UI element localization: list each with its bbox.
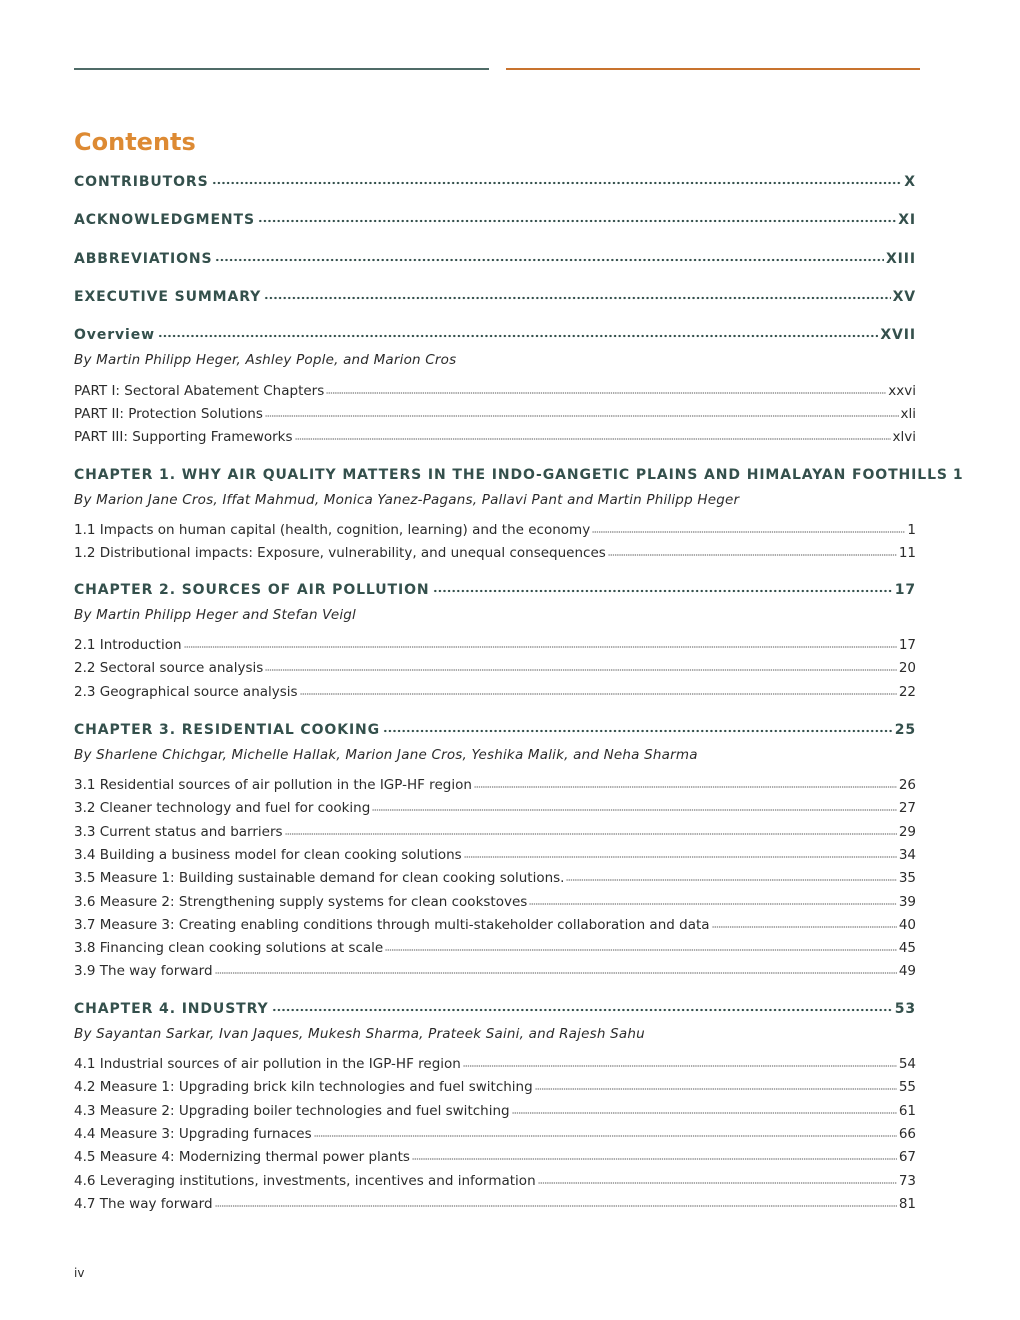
dot-leader [538, 1173, 897, 1184]
dot-leader [474, 777, 897, 788]
dot-leader [285, 824, 897, 835]
toc-entry-label: 4.5 Measure 4: Modernizing thermal power plants [74, 1149, 410, 1166]
toc-front-entry[interactable] [74, 251, 916, 267]
toc-entry-page: 34 [898, 846, 916, 863]
toc-entry-page: 29 [898, 823, 916, 840]
toc-entry-page: 27 [898, 800, 916, 817]
toc-entry-label: 3.4 Building a business model for clean cooking solutions [74, 846, 462, 863]
toc-entry-label: 2.2 Sectoral source analysis [74, 660, 264, 677]
toc-entry-label: 3.6 Measure 2: Strengthening supply systems for clean cookstoves [74, 893, 528, 910]
page-title: Contents [74, 128, 196, 156]
toc-entry-page: 26 [898, 777, 916, 793]
toc-entry-label: PART III: Supporting Frameworks [74, 429, 293, 446]
toc-entry-label: Overview [74, 327, 155, 343]
dot-leader [608, 545, 897, 556]
header-rule-left [74, 68, 489, 70]
toc-entry-page: 25 [894, 722, 916, 738]
toc-entry-page: 17 [894, 582, 916, 598]
dot-leader [512, 1103, 897, 1114]
toc-entry-label: CHAPTER 3. RESIDENTIAL COOKING [74, 722, 381, 738]
toc-front-entry[interactable] [74, 289, 916, 305]
toc-entry-label: 4.2 Measure 1: Upgrading brick kiln technologies and fuel switching [74, 1079, 533, 1096]
toc-chapter-entry[interactable] [74, 722, 916, 738]
toc-entry-page: xxvi [888, 383, 916, 399]
dot-leader [326, 383, 886, 394]
dot-leader [295, 429, 891, 440]
toc-section-entry[interactable] [74, 777, 916, 793]
toc-section-entry[interactable] [74, 847, 916, 863]
toc-section-entry[interactable] [74, 1173, 916, 1189]
toc-entry-label: 2.1 Introduction [74, 637, 182, 653]
dot-leader [385, 940, 897, 951]
toc-entry-label: 4.4 Measure 3: Upgrading furnaces [74, 1125, 312, 1142]
toc-entry-page: 67 [898, 1149, 916, 1166]
toc-entry-page: 1 [907, 522, 916, 538]
toc-section-entry[interactable] [74, 1079, 916, 1095]
toc-entry-page: 1 [952, 467, 964, 483]
toc-entry-label: PART II: Protection Solutions [74, 406, 263, 423]
dot-leader [412, 1149, 897, 1160]
toc-overview-entry[interactable] [74, 327, 916, 343]
dot-leader [158, 327, 878, 338]
toc-entry-label: 2.3 Geographical source analysis [74, 683, 298, 700]
toc-entry-label: PART I: Sectoral Abatement Chapters [74, 383, 325, 399]
toc-chapter-entry[interactable] [74, 1001, 916, 1017]
toc-front-entry[interactable] [74, 174, 916, 190]
toc-section-entry[interactable] [74, 522, 916, 538]
toc-entry-page: 40 [898, 916, 916, 933]
dot-leader [464, 847, 897, 858]
toc-entry-page: 73 [898, 1172, 916, 1189]
toc-part-entry[interactable] [74, 429, 916, 445]
toc-part-entry[interactable] [74, 383, 916, 399]
toc-section-entry[interactable] [74, 1103, 916, 1119]
dot-leader [712, 917, 897, 928]
page-number: iv [74, 1266, 85, 1280]
toc-entry-label: 4.7 The way forward [74, 1195, 213, 1212]
toc-entry-page: XIII [885, 251, 916, 267]
dot-leader [264, 289, 890, 300]
dot-leader [314, 1126, 897, 1137]
toc-entry-label: EXECUTIVE SUMMARY [74, 289, 262, 305]
dot-leader [433, 582, 893, 593]
toc-entry-page: 39 [898, 893, 916, 910]
dot-leader [215, 1196, 897, 1207]
toc-entry-label: ABBREVIATIONS [74, 251, 213, 267]
toc-front-entry[interactable] [74, 212, 916, 228]
toc-section-entry[interactable] [74, 800, 916, 816]
toc-section-entry[interactable] [74, 1126, 916, 1142]
toc-entry-page: 45 [898, 940, 916, 957]
toc-entry-page: 20 [898, 660, 916, 677]
toc-entry-label: ACKNOWLEDGMENTS [74, 212, 255, 228]
toc-entry-label: 1.2 Distributional impacts: Exposure, vulnerability, and unequal consequences [74, 545, 606, 562]
toc-entry-page: 17 [898, 637, 916, 653]
toc-entry-label: 3.2 Cleaner technology and fuel for cooking [74, 800, 371, 817]
toc-section-entry[interactable] [74, 963, 916, 979]
toc-entry-label: 3.5 Measure 1: Building sustainable demand for clean cooking solutions. [74, 870, 565, 887]
author-byline: By Sharlene Chichgar, Michelle Hallak, Marion Jane Cros, Yeshika Malik, and Neha Sharma [74, 747, 698, 763]
dot-leader [265, 406, 899, 417]
toc-chapter-entry[interactable] [74, 467, 964, 483]
toc-entry-page: xlvi [892, 429, 916, 446]
toc-entry-page: 54 [898, 1056, 916, 1072]
dot-leader [463, 1056, 897, 1067]
dot-leader [258, 212, 896, 223]
toc-entry-page: 49 [898, 963, 916, 980]
toc-section-entry[interactable] [74, 870, 916, 886]
dot-leader [566, 870, 896, 881]
toc-entry-page: 61 [898, 1102, 916, 1119]
toc-entry-page: XVII [880, 327, 916, 343]
toc-entry-page: XI [898, 212, 916, 228]
toc-entry-label: 3.8 Financing clean cooking solutions at scale [74, 940, 384, 957]
toc-entry-label: CHAPTER 2. SOURCES OF AIR POLLUTION [74, 582, 430, 598]
toc-entry-label: CHAPTER 1. WHY AIR QUALITY MATTERS IN THE INDO-GANGETIC PLAINS AND HIMALAYAN FOOTHILLS [74, 467, 948, 483]
toc-section-entry[interactable] [74, 917, 916, 933]
toc-entry-label: 3.9 The way forward [74, 963, 213, 980]
toc-entry-page: XV [892, 289, 916, 305]
dot-leader [184, 637, 897, 648]
toc-entry-label: 4.1 Industrial sources of air pollution in the IGP-HF region [74, 1056, 461, 1072]
toc-section-entry[interactable] [74, 660, 916, 676]
dot-leader [272, 1001, 893, 1012]
dot-leader [592, 522, 905, 533]
toc-entry-label: 3.3 Current status and barriers [74, 823, 283, 840]
toc-section-entry[interactable] [74, 894, 916, 910]
toc-entry-page: xli [900, 406, 916, 423]
toc-entry-label: 4.6 Leveraging institutions, investments, incentives and information [74, 1172, 536, 1189]
dot-leader [212, 174, 903, 185]
author-byline: By Sayantan Sarkar, Ivan Jaques, Mukesh Sharma, Prateek Saini, and Rajesh Sahu [74, 1026, 645, 1042]
toc-entry-page: X [904, 174, 916, 190]
toc-entry-label: 3.7 Measure 3: Creating enabling conditions through multi-stakeholder collaboration and data [74, 916, 710, 933]
toc-entry-page: 55 [898, 1079, 916, 1096]
author-byline: By Martin Philipp Heger and Stefan Veigl [74, 607, 357, 623]
toc-section-entry[interactable] [74, 684, 916, 700]
dot-leader [215, 963, 897, 974]
toc-chapter-entry[interactable] [74, 582, 916, 598]
toc-section-entry[interactable] [74, 1196, 916, 1212]
dot-leader [215, 251, 883, 262]
toc-entry-page: 35 [898, 870, 916, 887]
toc-entry-label: CHAPTER 4. INDUSTRY [74, 1001, 269, 1017]
dot-leader [300, 684, 897, 695]
toc-entry-page: 81 [898, 1195, 916, 1212]
dot-leader [383, 722, 893, 733]
toc-section-entry[interactable] [74, 1056, 916, 1072]
toc-section-entry[interactable] [74, 637, 916, 653]
toc-entry-label: 3.1 Residential sources of air pollution in the IGP-HF region [74, 777, 472, 793]
toc-entry-page: 11 [898, 545, 916, 562]
toc-section-entry[interactable] [74, 940, 916, 956]
toc-entry-label: CONTRIBUTORS [74, 174, 209, 190]
dot-leader [535, 1079, 897, 1090]
author-byline: By Martin Philipp Heger, Ashley Pople, and Marion Cros [74, 352, 457, 368]
toc-entry-page: 66 [898, 1125, 916, 1142]
toc-entry-page: 22 [898, 683, 916, 700]
toc-part-entry[interactable] [74, 406, 916, 422]
toc-section-entry[interactable] [74, 1149, 916, 1165]
dot-leader [529, 894, 897, 905]
dot-leader [265, 660, 897, 671]
toc-entry-label: 1.1 Impacts on human capital (health, cognition, learning) and the economy [74, 522, 591, 538]
toc-entry-label: 4.3 Measure 2: Upgrading boiler technologies and fuel switching [74, 1102, 510, 1119]
author-byline: By Marion Jane Cros, Iffat Mahmud, Monica Yanez-Pagans, Pallavi Pant and Martin Philipp Heger [74, 492, 740, 508]
header-rule-right [506, 68, 920, 70]
toc-entry-page: 53 [894, 1001, 916, 1017]
toc-section-entry[interactable] [74, 824, 916, 840]
toc-section-entry[interactable] [74, 545, 916, 561]
dot-leader [372, 800, 897, 811]
